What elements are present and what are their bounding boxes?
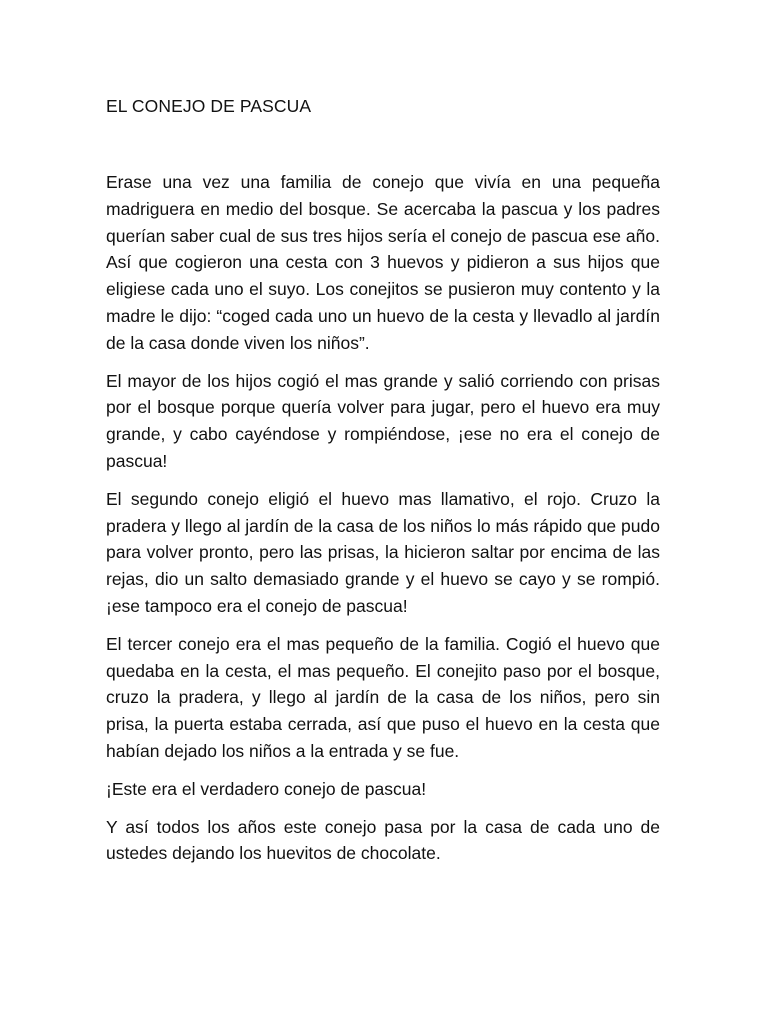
paragraph-closing: Y así todos los años este conejo pasa por la casa de cada uno de ustedes dejando los huevitos de chocolate. bbox=[106, 816, 660, 864]
document-body bbox=[106, 94, 660, 878]
paragraph-third-son: El tercer conejo era el mas pequeño de la familia. Cogió el huevo que quedaba en la cesta, el mas pequeño. El conejito paso por el bosque, cruzo la pradera, y llego al jardín de la casa de los niños, pero sin prisa, la puerta estaba cerrada, así que puso el huevo en la cesta que habían dejado los niños a la entrada y se fue. bbox=[106, 633, 660, 761]
paragraph-intro: Erase una vez una familia de conejo que vivía en una pequeña madriguera en medio del bosque. Se acercaba la pascua y los padres querían saber cual de sus tres hijos sería el conejo de pascua ese año. Así que cogieron una cesta con 3 huevos y pidieron a sus hijos que eligiese cada uno el suyo. Los conejitos se pusieron muy contento y la madre le dijo: “coged cada uno un huevo de la cesta y llevadlo al jardín de la casa donde viven los niños”. bbox=[106, 172, 660, 353]
paragraph-true-bunny: ¡Este era el verdadero conejo de pascua! bbox=[106, 778, 427, 799]
document-title: EL CONEJO DE PASCUA bbox=[106, 96, 312, 116]
paragraph-first-son: El mayor de los hijos cogió el mas grande y salió corriendo con prisas por el bosque porque quería volver para jugar, pero el huevo era muy grande, y cabo cayéndose y rompiéndose, ¡ese no era el conejo de pascua! bbox=[106, 370, 660, 471]
paragraph-second-son: El segundo conejo eligió el huevo mas llamativo, el rojo. Cruzo la pradera y llego al jardín de la casa de los niños lo más rápido que pudo para volver pronto, pero las prisas, la hicieron saltar por encima de las rejas, dio un salto demasiado grande y el huevo se cayo y se rompió. ¡ese tampoco era el conejo de pascua! bbox=[106, 488, 660, 616]
